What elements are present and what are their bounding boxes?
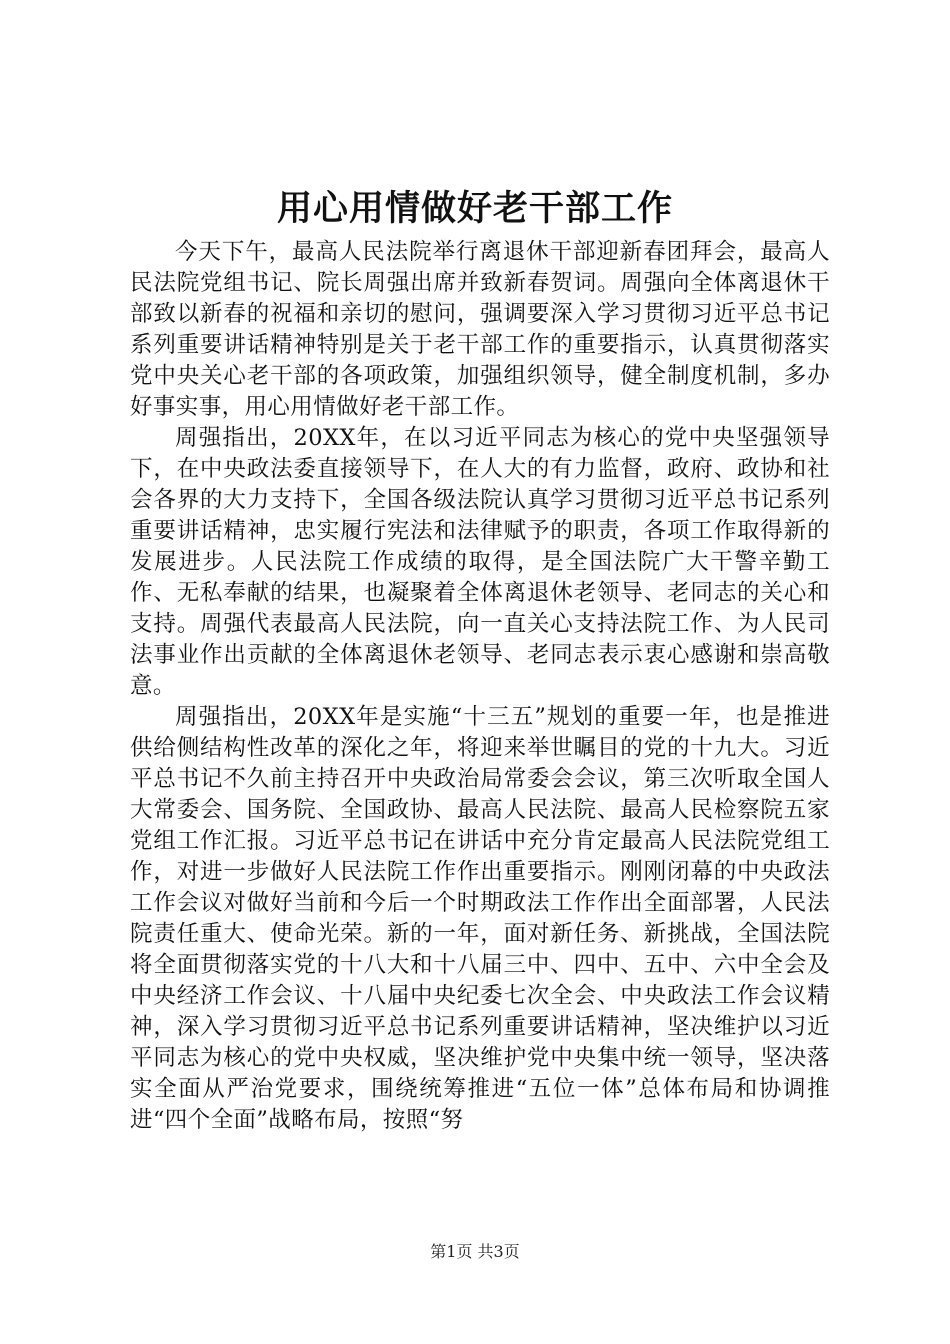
document-body: [130, 237, 830, 1136]
page-footer: 第1页 共3页: [430, 1242, 520, 1261]
paragraph-1: 今天下午，最高人民法院举行离退休干部迎新春团拜会，最高人民法院党组书记、院长周强出席并致新春贺词。周强向全体离退休干部致以新春的祝福和亲切的慰问，强调要深入学习贯彻习近平总书记系列重要讲话精神特别是关于老干部工作的重要指示，认真贯彻落实党中央关心老干部的各项政策，加强组织领导，健全制度机制，多办好事实事，用心用情做好老干部工作。: [130, 239, 830, 420]
paragraph-2: 周强指出，20XX年，在以习近平同志为核心的党中央坚强领导下，在中央政法委直接领导下，在人大的有力监督，政府、政协和社会各界的大力支持下，全国各级法院认真学习贯彻习近平总书记系列重要讲话精神，忠实履行宪法和法律赋予的职责，各项工作取得新的发展进步。人民法院工作成绩的取得，是全国法院广大干警辛勤工作、无私奉献的结果，也凝聚着全体离退休老领导、老同志的关心和支持。周强代表最高人民法院，向一直关心支持法院工作、为人民司法事业作出贡献的全体离退休老领导、老同志表示衷心感谢和崇高敬意。: [130, 425, 830, 699]
paragraph-3: 周强指出，20XX年是实施“十三五”规划的重要一年，也是推进供给侧结构性改革的深化之年，将迎来举世瞩目的党的十九大。习近平总书记不久前主持召开中央政治局常委会会议，第三次听取全国人大常委会、国务院、全国政协、最高人民法院、最高人民检察院五家党组工作汇报。习近平总书记在讲话中充分肯定最高人民法院党组工作，对进一步做好人民法院工作作出重要指示。刚刚闭幕的中央政法工作会议对做好当前和今后一个时期政法工作作出全面部署，人民法院责任重大、使命光荣。新的一年，面对新任务、新挑战，全国法院将全面贯彻落实党的十八大和十八届三中、四中、五中、六中全会及中央经济工作会议、十八届中央纪委七次全会、中央政法工作会议精神，深入学习贯彻习近平总书记系列重要讲话精神，坚决维护以习近平同志为核心的党中央权威，坚决维护党中央集中统一领导，坚决落实全面从严治党要求，围绕统筹推进“五位一体”总体布局和协调推进“四个全面”战略布局，按照“努: [130, 704, 830, 1133]
document-title: 用心用情做好老干部工作: [276, 188, 673, 229]
